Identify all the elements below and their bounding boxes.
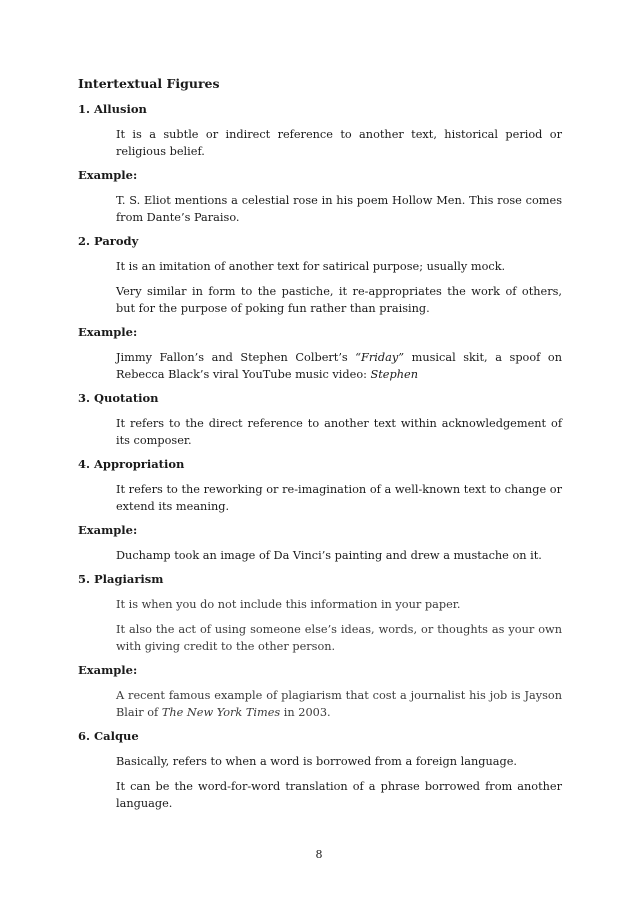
example-heading: Example: (78, 523, 138, 537)
page-number: 8 (315, 848, 323, 861)
example-heading: Example: (78, 325, 138, 339)
plagiarism-example-publication: The New York Times (161, 706, 281, 719)
parody-definition: It is an imitation of another text for satirical purpose; usually mock. (116, 260, 506, 273)
section-heading-quotation: 3. Quotation (78, 391, 159, 405)
allusion-example: T. S. Eliot mentions a celestial rose in his poem Hollow Men. This rose comes from Dante’s Paraiso. (116, 194, 562, 224)
section-heading-calque: 6. Calque (78, 729, 139, 743)
calque-definition: Basically, refers to when a word is borrowed from a foreign language. (116, 755, 517, 768)
appropriation-definition: It refers to the reworking or re-imagination of a well-known text to change or extend its meaning. (116, 483, 562, 513)
page-content (78, 76, 562, 821)
section-heading-appropriation: 4. Appropriation (78, 457, 185, 471)
parody-example-name: Stephen (370, 368, 418, 381)
section-heading-allusion: 1. Allusion (78, 102, 147, 116)
quotation-definition: It refers to the direct reference to another text within acknowledgement of its composer. (116, 417, 562, 447)
parody-description: Very similar in form to the pastiche, it re-appropriates the work of others, but for the purpose of poking fun rather than praising. (116, 285, 562, 315)
plagiarism-definition: It is when you do not include this information in your paper. (116, 598, 461, 611)
plagiarism-example (116, 687, 562, 721)
example-heading: Example: (78, 663, 138, 677)
page-title: Intertextual Figures (78, 76, 220, 91)
plagiarism-example-text: A recent famous example of plagiarism that cost a journalist his job is Jayson Blair of (116, 689, 562, 719)
parody-example (116, 349, 562, 383)
parody-example-text: musical skit, a spoof on Rebecca Black’s viral YouTube music video: (116, 351, 562, 381)
example-heading: Example: (78, 168, 138, 182)
section-heading-plagiarism: 5. Plagiarism (78, 572, 164, 586)
parody-example-text: Jimmy Fallon’s and Stephen Colbert’s (116, 351, 356, 364)
appropriation-example: Duchamp took an image of Da Vinci’s painting and drew a mustache on it. (116, 549, 542, 562)
parody-example-title: “Friday” (355, 351, 405, 364)
plagiarism-example-text: in 2003. (280, 706, 331, 719)
allusion-definition: It is a subtle or indirect reference to another text, historical period or religious belief. (116, 128, 562, 158)
calque-description: It can be the word-for-word translation of a phrase borrowed from another language. (116, 780, 562, 810)
plagiarism-description: It also the act of using someone else’s ideas, words, or thoughts as your own with giving credit to the other person. (116, 623, 562, 653)
section-heading-parody: 2. Parody (78, 234, 139, 248)
